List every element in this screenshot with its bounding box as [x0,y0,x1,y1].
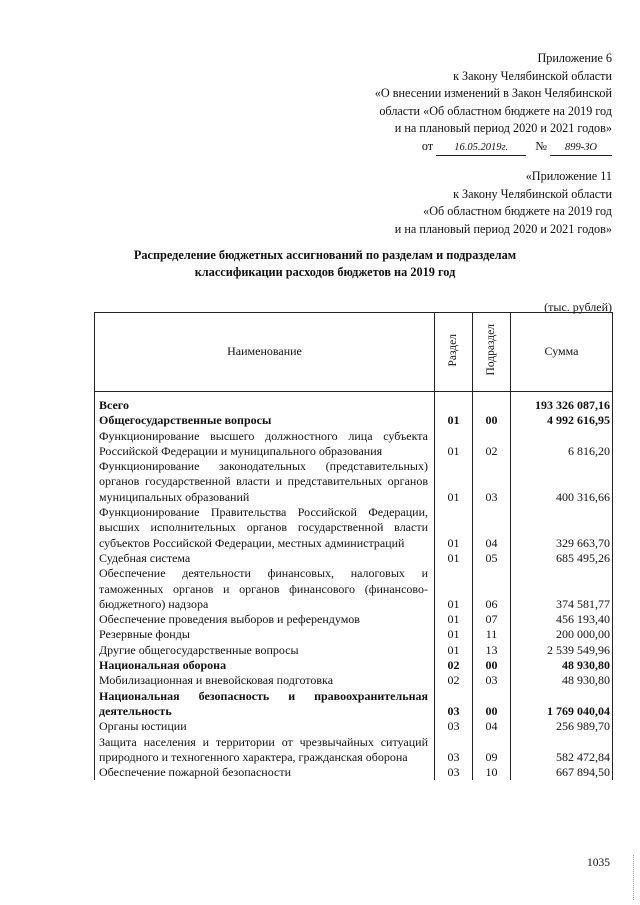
row-sum: 6 816,20 [511,429,613,460]
original-law-reference: к Закону Челябинской области [453,186,612,201]
row-subsection: 11 [473,627,511,642]
row-section: 03 [435,689,473,720]
table-row [95,612,613,627]
table-row [95,689,613,720]
table-header-row [95,313,613,392]
row-name: Судебная система [95,551,435,566]
appendix-label: Приложение 6 [537,51,612,65]
law-date: 16.05.2019г. [436,141,526,156]
original-appendix-header [395,168,612,238]
row-subsection: 04 [473,719,511,734]
row-name: Национальная оборона [95,658,435,673]
row-sum: 582 472,84 [511,735,613,766]
budget-table [94,312,613,780]
row-section: 01 [435,643,473,658]
row-sum: 374 581,77 [511,566,613,612]
row-subsection: 04 [473,505,511,551]
row-sum: 193 326 087,16 [511,392,613,414]
column-header-subsection [473,313,511,392]
row-name: Органы юстиции [95,719,435,734]
table-row [95,429,613,460]
row-section: 03 [435,765,473,780]
table-row [95,719,613,734]
row-name: Мобилизационная и вневойсковая подготовка [95,673,435,688]
row-name: Резервные фонды [95,627,435,642]
amendment-line-1: «О внесении изменений в Закон Челябинской [374,86,612,100]
section-header-text: Раздел [446,333,459,367]
row-sum: 48 930,80 [511,658,613,673]
document-title [95,247,555,281]
row-subsection: 09 [473,735,511,766]
row-name: Другие общегосударственные вопросы [95,643,435,658]
table-row [95,551,613,566]
row-section: 01 [435,429,473,460]
row-section: 01 [435,413,473,428]
column-header-sum: Сумма [511,313,613,392]
row-subsection: 03 [473,459,511,505]
law-number: 899-ЗО [550,141,612,156]
row-section [435,392,473,414]
row-sum: 200 000,00 [511,627,613,642]
table-row [95,673,613,688]
table-row [95,765,613,780]
original-law-line-2: и на плановый период 2020 и 2021 годов» [394,221,612,236]
row-sum: 48 930,80 [511,673,613,688]
table-row [95,459,613,505]
row-subsection: 03 [473,673,511,688]
row-sum: 256 989,70 [511,719,613,734]
table-row [95,735,613,766]
row-subsection: 13 [473,643,511,658]
page-number: 1035 [587,857,610,869]
from-label: от [421,138,434,153]
row-section: 01 [435,627,473,642]
row-section: 01 [435,459,473,505]
row-subsection: 00 [473,413,511,428]
row-section: 03 [435,735,473,766]
amendment-line-3: и на плановый период 2020 и 2021 годов» [394,121,612,135]
row-section: 01 [435,612,473,627]
row-sum: 400 316,66 [511,459,613,505]
row-name: Общегосударственные вопросы [95,413,435,428]
row-section: 02 [435,673,473,688]
row-subsection: 07 [473,612,511,627]
original-law-line-1: «Об областном бюджете на 2019 год [423,204,612,218]
row-subsection: 06 [473,566,511,612]
table-row [95,566,613,612]
row-sum: 329 663,70 [511,505,613,551]
row-section: 01 [435,551,473,566]
row-name: Национальная безопасность и правоохранительная деятельность [95,689,435,720]
row-name: Обеспечение пожарной безопасности [95,765,435,780]
title-line-1: Распределение бюджетных ассигнований по разделам и подразделам [133,248,517,262]
table-row [95,627,613,642]
units-label: (тыс. рублей) [544,300,612,314]
scan-edge-marks [633,855,636,900]
row-subsection [473,392,511,414]
amendment-line-2: области «Об областном бюджете на 2019 год [379,103,612,118]
law-reference: к Закону Челябинской области [453,68,612,83]
row-sum: 2 539 549,96 [511,643,613,658]
row-subsection: 05 [473,551,511,566]
row-section: 02 [435,658,473,673]
number-label: № [535,138,547,153]
table-row [95,413,613,428]
row-name: Обеспечение проведения выборов и референдумов [95,612,435,627]
row-subsection: 02 [473,429,511,460]
subsection-header-text: Подраздел [484,324,497,376]
table-row [95,643,613,658]
column-header-section [435,313,473,392]
appendix-header [375,50,612,156]
table-row [95,505,613,551]
row-subsection: 00 [473,658,511,673]
title-line-2: классификации расходов бюджетов на 2019 год [194,265,456,279]
row-subsection: 00 [473,689,511,720]
column-header-name: Наименование [95,313,435,392]
row-name: Всего [95,392,435,414]
row-name: Функционирование высшего должностного лица субъекта Российской Федерации и муниципального образования [95,429,435,460]
row-section: 01 [435,505,473,551]
signature-line [375,138,612,156]
table-row [95,658,613,673]
row-section: 03 [435,719,473,734]
row-sum: 667 894,50 [511,765,613,780]
row-sum: 685 495,26 [511,551,613,566]
row-name: Функционирование законодательных (представительных) органов государственной власти и представительных органов муниципальных образований [95,459,435,505]
row-section: 01 [435,566,473,612]
row-name: Защита населения и территории от чрезвычайных ситуаций природного и техногенного характера, гражданская оборона [95,735,435,766]
row-sum: 4 992 616,95 [511,413,613,428]
row-subsection: 10 [473,765,511,780]
table-row [95,392,613,414]
row-sum: 456 193,40 [511,612,613,627]
original-appendix-label: «Приложение 11 [525,169,612,183]
row-name: Обеспечение деятельности финансовых, налоговых и таможенных органов и органов финансового (финансово-бюджетного) надзора [95,566,435,612]
row-sum: 1 769 040,04 [511,689,613,720]
row-name: Функционирование Правительства Российской Федерации, высших исполнительных органов государственной власти субъектов Российской Федерации, местных администраций [95,505,435,551]
